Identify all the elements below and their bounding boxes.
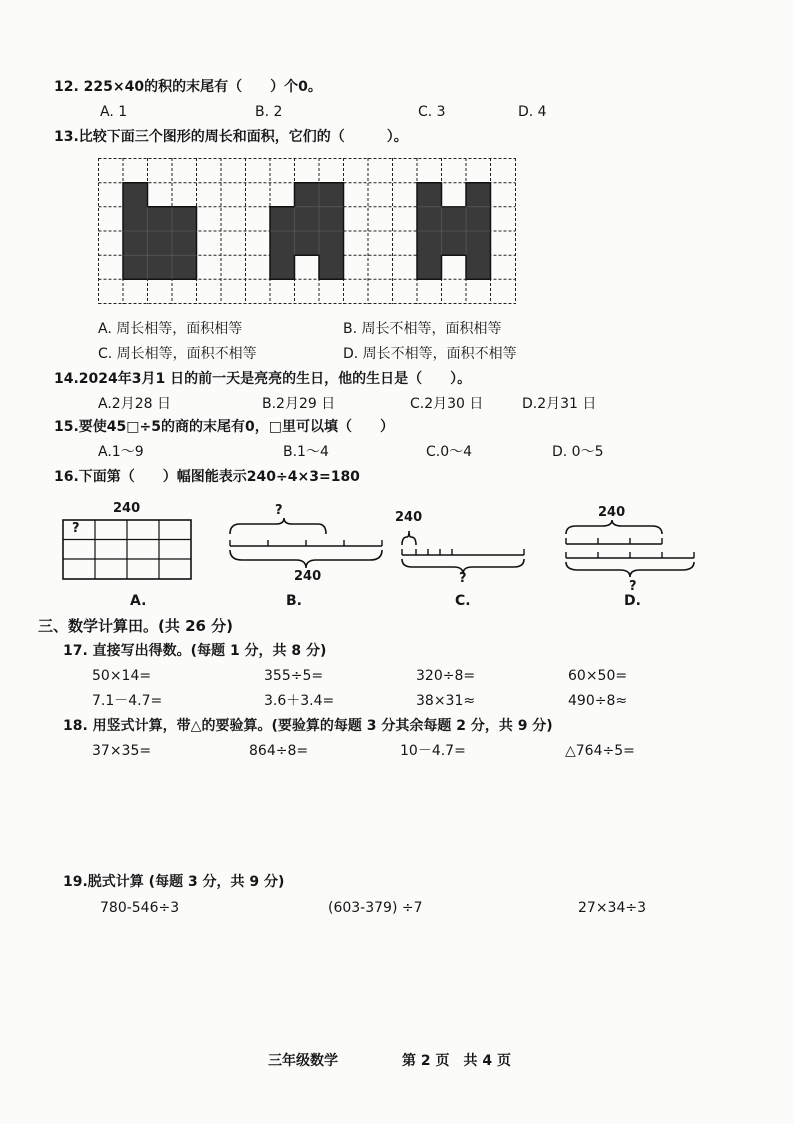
- footer-page-number: 第 2 页 共 4 页: [402, 1053, 511, 1069]
- q17-item: 50×14=: [92, 668, 152, 684]
- q15-option-a[interactable]: A.1～9: [98, 444, 144, 460]
- q16-option-d[interactable]: D.: [624, 593, 641, 609]
- q16-stem: 16.下面第（ ）幅图能表示240÷4×3=180: [54, 469, 360, 485]
- q17-item: 355÷5=: [264, 668, 324, 684]
- q16-option-b[interactable]: B.: [286, 593, 302, 609]
- q17-item: 7.1－4.7=: [92, 693, 163, 709]
- q12-stem: 12. 225×40的积的末尾有（ ）个0。: [54, 79, 322, 95]
- fig-b-unknown-label: ?: [275, 503, 283, 518]
- q15-option-b[interactable]: B.1～4: [283, 444, 329, 460]
- q18-item: 37×35=: [92, 743, 152, 759]
- fig-b-diagram: [228, 518, 384, 574]
- fig-d-unknown-label: ?: [629, 579, 637, 594]
- fig-b-total-label: 240: [294, 569, 322, 584]
- section-3-title: 三、数学计算田。(共 26 分): [38, 617, 234, 635]
- q13-option-c[interactable]: C. 周长相等，面积不相等: [98, 346, 257, 362]
- fig-a-unknown-label: ?: [72, 521, 80, 536]
- q13-option-d[interactable]: D. 周长不相等，面积不相等: [343, 346, 517, 362]
- q12-option-c[interactable]: C. 3: [418, 104, 446, 120]
- q14-stem: 14.2024年3月1 日的前一天是亮亮的生日，他的生日是（ ）。: [54, 371, 472, 387]
- q15-stem: 15.要使45□÷5的商的末尾有0，□里可以填（ ）: [54, 419, 394, 435]
- q17-item: 60×50=: [568, 668, 628, 684]
- q13-stem: 13.比较下面三个图形的周长和面积，它们的（ ）。: [54, 129, 408, 145]
- q17-stem: 17. 直接写出得数。(每题 1 分，共 8 分): [63, 643, 327, 659]
- q15-option-c[interactable]: C.0～4: [426, 444, 473, 460]
- q16-option-a[interactable]: A.: [130, 593, 147, 609]
- q18-stem: 18. 用竖式计算，带△的要验算。(要验算的每题 3 分其余每题 2 分，共 9 分): [63, 718, 553, 734]
- q15-option-d[interactable]: D. 0～5: [552, 444, 604, 460]
- q14-option-a[interactable]: A.2月28 日: [98, 396, 171, 412]
- q14-option-c[interactable]: C.2月30 日: [410, 396, 484, 412]
- q14-option-d[interactable]: D.2月31 日: [522, 396, 597, 412]
- q14-option-b[interactable]: B.2月29 日: [262, 396, 336, 412]
- q19-stem: 19.脱式计算 (每题 3 分，共 9 分): [63, 874, 285, 890]
- fig-d-diagram: [564, 520, 696, 582]
- q12-option-a[interactable]: A. 1: [100, 104, 128, 120]
- q18-item: 10－4.7=: [400, 743, 466, 759]
- q19-item: 780-546÷3: [100, 900, 180, 916]
- q13-option-a[interactable]: A. 周长相等，面积相等: [98, 321, 243, 337]
- fig-d-total-label: 240: [598, 505, 626, 520]
- q18-item: △764÷5=: [565, 743, 635, 759]
- fig-c-unknown-label: ?: [459, 571, 467, 586]
- q12-option-d[interactable]: D. 4: [518, 104, 547, 120]
- q13-shapes-grid: [98, 158, 516, 304]
- q17-item: 490÷8≈: [568, 693, 628, 709]
- q17-item: 3.6＋3.4=: [264, 693, 335, 709]
- q13-option-b[interactable]: B. 周长不相等，面积相等: [343, 321, 502, 337]
- q18-item: 864÷8=: [249, 743, 309, 759]
- q17-item: 38×31≈: [416, 693, 476, 709]
- fig-a-total-label: 240: [113, 501, 141, 516]
- footer-subject: 三年级数学: [268, 1053, 338, 1069]
- fig-c-part-label: 240: [395, 510, 423, 525]
- q17-item: 320÷8=: [416, 668, 476, 684]
- q12-option-b[interactable]: B. 2: [255, 104, 283, 120]
- fig-a-table: [62, 519, 192, 580]
- q16-option-c[interactable]: C.: [455, 593, 471, 609]
- q19-item: (603-379) ÷7: [328, 900, 423, 916]
- q19-item: 27×34÷3: [578, 900, 646, 916]
